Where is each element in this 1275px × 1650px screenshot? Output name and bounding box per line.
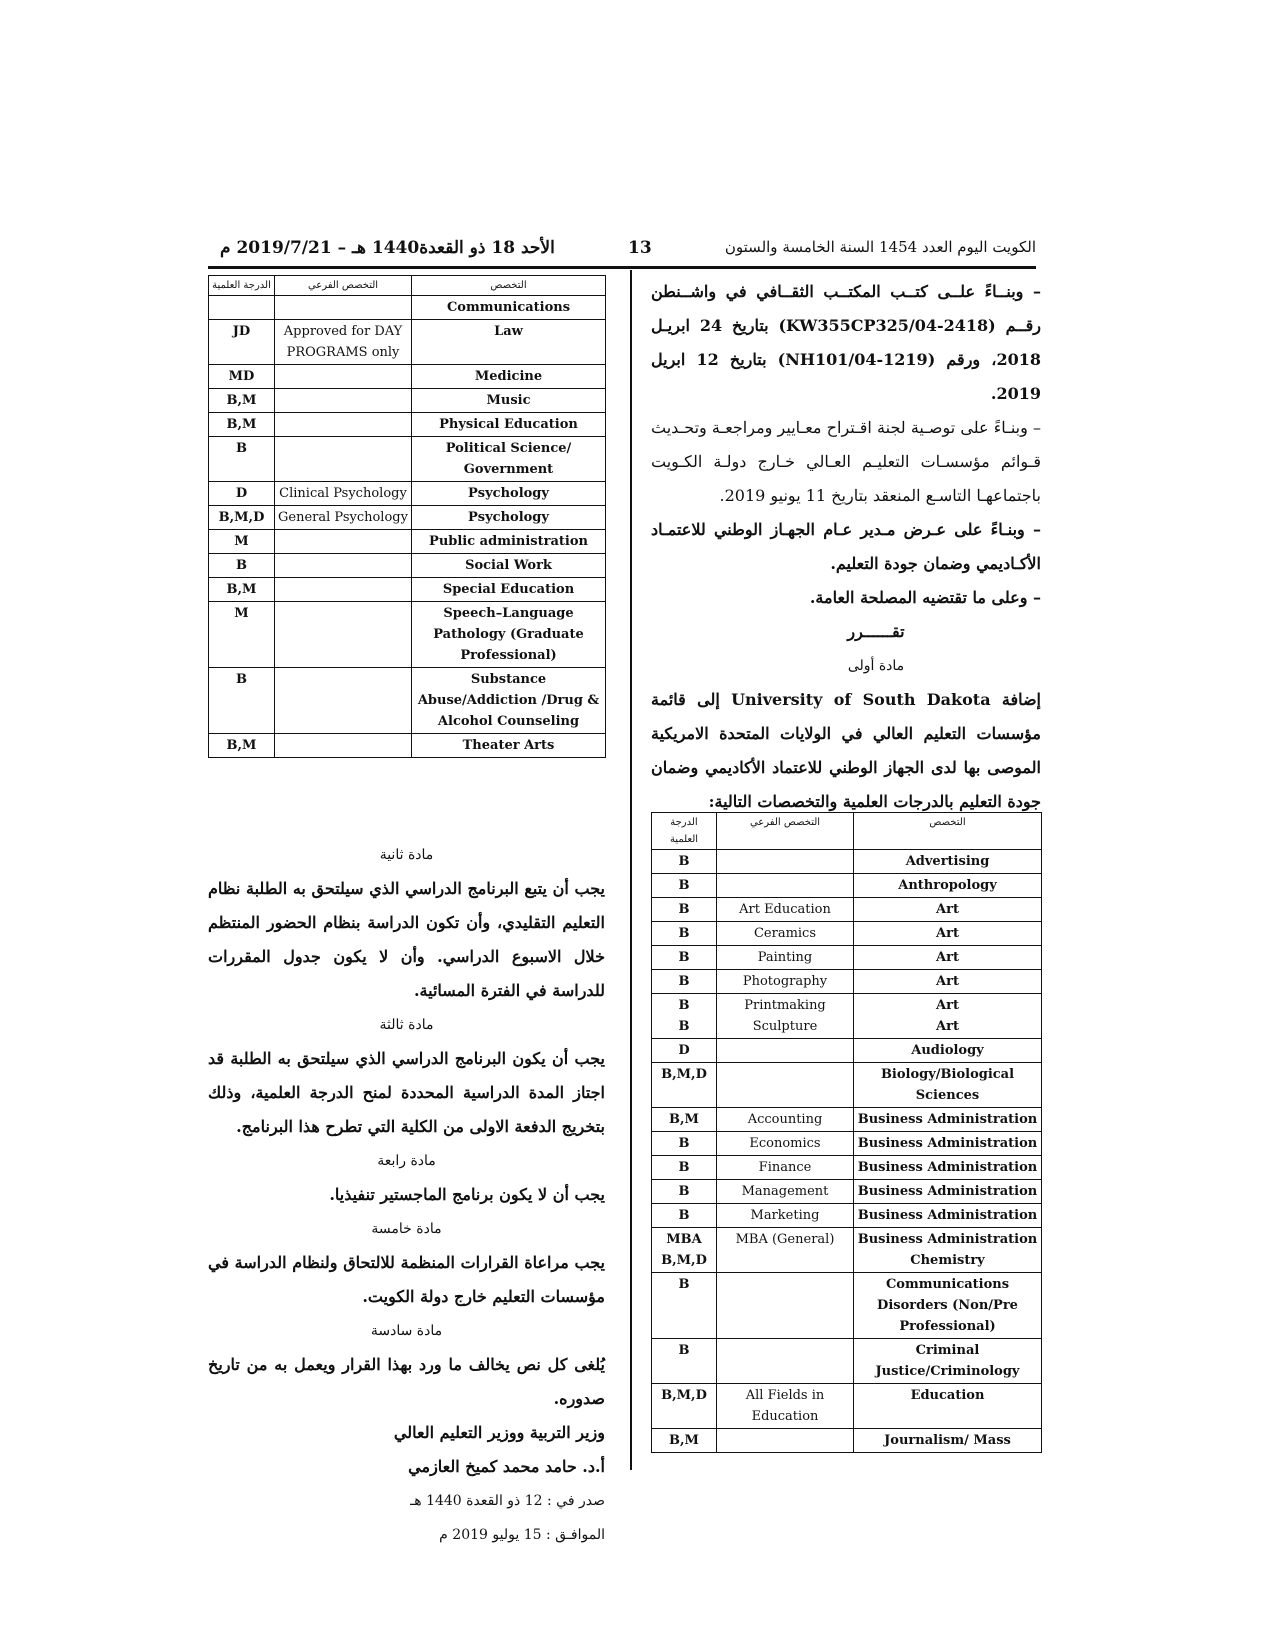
col-degree: الدرجة العلمية bbox=[209, 276, 275, 296]
table-header-row bbox=[652, 813, 1042, 850]
subfield-cell bbox=[717, 1063, 854, 1108]
subfield-cell: Management bbox=[717, 1180, 854, 1204]
subfield-cell: MBA (General) bbox=[717, 1228, 854, 1273]
subfield-cell bbox=[717, 1339, 854, 1384]
subfield-cell: Photography bbox=[717, 970, 854, 994]
subfield-cell bbox=[275, 668, 412, 734]
major-cell: Business Administration bbox=[854, 1180, 1042, 1204]
table-row bbox=[209, 554, 606, 578]
article-2-body: يجب أن يتبع البرنامج الدراسي الذي سيلتحق به الطلبة نظام التعليم التقليدي، وأن تكون الدراسة بنظام الحضور المنتظم خلال الاسبوع الدراسي. وأن لا يكون جدول المقررات للدراسة في الفترة المسائية. bbox=[208, 879, 605, 1000]
header-rule bbox=[208, 266, 1036, 269]
major-cell: Art Art bbox=[854, 994, 1042, 1039]
article-3-body: يجب أن يكون البرنامج الدراسي الذي سيلتحق به الطلبة قد اجتاز المدة الدراسية المحددة لمنح الدرجة العلمية، وذلك بتخريج الدفعة الاولى من الكلية التي تطرح هذا البرنامج. bbox=[208, 1049, 605, 1136]
degree-cell: D bbox=[209, 482, 275, 506]
subfield-cell bbox=[275, 602, 412, 668]
subfield-cell bbox=[275, 578, 412, 602]
left-text bbox=[208, 838, 605, 1552]
table-row bbox=[652, 1180, 1042, 1204]
table-row bbox=[209, 578, 606, 602]
degree-cell: B,M bbox=[209, 413, 275, 437]
degree-cell: B bbox=[209, 437, 275, 482]
table-row bbox=[209, 734, 606, 758]
major-cell: Music bbox=[412, 389, 606, 413]
major-cell: Biology/Biological Sciences bbox=[854, 1063, 1042, 1108]
corresponding-date: الموافـق : 15 يوليو 2019 م bbox=[439, 1527, 605, 1543]
subfield-cell: Clinical Psychology bbox=[275, 482, 412, 506]
subfield-cell bbox=[717, 1273, 854, 1339]
major-cell: Business Administration bbox=[854, 1132, 1042, 1156]
degree-cell: B bbox=[652, 1156, 717, 1180]
subfield-cell: Marketing bbox=[717, 1204, 854, 1228]
major-cell: Substance Abuse/Addiction /Drug & Alcohol Counseling bbox=[412, 668, 606, 734]
major-cell: Psychology bbox=[412, 482, 606, 506]
table-row bbox=[209, 389, 606, 413]
article-5-title: مادة خامسة bbox=[371, 1221, 442, 1237]
preamble-4: – وعلى ما تقتضيه المصلحة العامة. bbox=[809, 588, 1041, 607]
subfield-cell bbox=[275, 296, 412, 320]
major-cell: Advertising bbox=[854, 850, 1042, 874]
table-row bbox=[209, 530, 606, 554]
subfield-cell: Printmaking Sculpture bbox=[717, 994, 854, 1039]
table-row bbox=[209, 320, 606, 365]
table-row bbox=[209, 413, 606, 437]
page-number: 13 bbox=[628, 238, 652, 258]
table-row bbox=[652, 1039, 1042, 1063]
table-row bbox=[652, 1228, 1042, 1273]
degree-cell: B bbox=[652, 1339, 717, 1384]
degree-cell: B B bbox=[652, 994, 717, 1039]
subfield-cell: Painting bbox=[717, 946, 854, 970]
major-cell: Social Work bbox=[412, 554, 606, 578]
subfield-cell bbox=[717, 850, 854, 874]
degree-cell: B,M,D bbox=[652, 1384, 717, 1429]
degree-cell: B bbox=[652, 1180, 717, 1204]
subfield-cell: Finance bbox=[717, 1156, 854, 1180]
article-4-body: يجب أن لا يكون برنامج الماجستير تنفيذيا. bbox=[329, 1185, 605, 1204]
subfield-cell bbox=[275, 734, 412, 758]
degree-cell: B bbox=[652, 970, 717, 994]
subfield-cell: Art Education bbox=[717, 898, 854, 922]
table-row bbox=[652, 1384, 1042, 1429]
table-row bbox=[209, 668, 606, 734]
degree-cell bbox=[209, 296, 275, 320]
major-cell: Art bbox=[854, 922, 1042, 946]
major-cell: Education bbox=[854, 1384, 1042, 1429]
major-cell: Business Administration bbox=[854, 1108, 1042, 1132]
degree-cell: M bbox=[209, 602, 275, 668]
article-1-body: إضافة University of South Dakota إلى قائمة مؤسسات التعليم العالي في الولايات المتحدة الامريكية الموصى بها لدى الجهاز الوطني للاعتماد الأكاديمي وضمان جودة التعليم بالدرجات العلمية والتخصصات التالية: bbox=[651, 690, 1042, 811]
subfield-cell bbox=[717, 1039, 854, 1063]
subfield-cell: Economics bbox=[717, 1132, 854, 1156]
column-rule bbox=[630, 270, 632, 1470]
subfield-cell: Ceramics bbox=[717, 922, 854, 946]
degree-cell: B,M bbox=[652, 1108, 717, 1132]
article-6-title: مادة سادسة bbox=[370, 1323, 443, 1339]
table-row bbox=[652, 946, 1042, 970]
major-cell: Communications Disorders (Non/Pre Professional) bbox=[854, 1273, 1042, 1339]
major-cell: Special Education bbox=[412, 578, 606, 602]
table-row bbox=[209, 482, 606, 506]
degree-cell: B,M,D bbox=[209, 506, 275, 530]
table-row bbox=[652, 850, 1042, 874]
degree-cell: B bbox=[652, 1273, 717, 1339]
table-row bbox=[652, 1156, 1042, 1180]
left-table bbox=[208, 275, 606, 758]
table-row bbox=[209, 437, 606, 482]
page-header bbox=[208, 238, 1036, 262]
minister-name: أ.د. حامد محمد كميخ العازمي bbox=[408, 1457, 605, 1476]
table-row bbox=[652, 1429, 1042, 1453]
degree-cell: B bbox=[209, 668, 275, 734]
degree-cell: B bbox=[652, 850, 717, 874]
right-table bbox=[651, 812, 1042, 1453]
degree-cell: B,M bbox=[209, 578, 275, 602]
subfield-cell bbox=[275, 554, 412, 578]
preamble-1: – وبنــاءً علــى كتــب المكتــب الثقــافي في واشــنطن رقــم (KW355CP325/04-2418) بتاريخ 24 ابريـل 2018، ورقم (NH101/04-1219) بتاريخ 12 ابريل 2019. bbox=[651, 282, 1042, 403]
subfield-cell bbox=[275, 437, 412, 482]
major-cell: Communications bbox=[412, 296, 606, 320]
degree-cell: M bbox=[209, 530, 275, 554]
subfield-cell bbox=[275, 389, 412, 413]
degree-cell: B,M,D bbox=[652, 1063, 717, 1108]
col-degree: الدرجة العلمية bbox=[652, 813, 717, 850]
table-row bbox=[209, 506, 606, 530]
degree-cell: JD bbox=[209, 320, 275, 365]
degree-cell: B,M bbox=[209, 389, 275, 413]
header-issue: الكويت اليوم العدد 1454 السنة الخامسة والستون bbox=[724, 238, 1036, 256]
degree-cell: B bbox=[652, 898, 717, 922]
table-row bbox=[209, 296, 606, 320]
subfield-cell: Accounting bbox=[717, 1108, 854, 1132]
major-cell: Journalism/ Mass bbox=[854, 1429, 1042, 1453]
minister-title: وزير التربية ووزير التعليم العالي bbox=[393, 1423, 605, 1442]
degree-cell: B bbox=[652, 1204, 717, 1228]
table-row bbox=[652, 1204, 1042, 1228]
table-row bbox=[652, 1108, 1042, 1132]
major-cell: Business Administration bbox=[854, 1204, 1042, 1228]
degree-cell: B,M bbox=[652, 1429, 717, 1453]
table-row bbox=[652, 994, 1042, 1039]
article-2-title: مادة ثانية bbox=[379, 847, 434, 863]
major-cell: Political Science/ Government bbox=[412, 437, 606, 482]
degree-cell: B bbox=[652, 946, 717, 970]
major-cell: Criminal Justice/Criminology bbox=[854, 1339, 1042, 1384]
degree-cell: B bbox=[652, 874, 717, 898]
major-cell: Physical Education bbox=[412, 413, 606, 437]
table-row bbox=[652, 970, 1042, 994]
article-3-title: مادة ثالثة bbox=[379, 1017, 434, 1033]
table-row bbox=[652, 874, 1042, 898]
major-cell: Art bbox=[854, 946, 1042, 970]
table-row bbox=[209, 602, 606, 668]
col-major: التخصص bbox=[412, 276, 606, 296]
table-row bbox=[652, 1063, 1042, 1108]
major-cell: Business Administration Chemistry bbox=[854, 1228, 1042, 1273]
table-row bbox=[652, 1132, 1042, 1156]
major-cell: Audiology bbox=[854, 1039, 1042, 1063]
decides-heading: تقــــــرر bbox=[847, 622, 905, 641]
col-subfield: التخصص الفرعي bbox=[717, 813, 854, 850]
subfield-cell: Approved for DAY PROGRAMS only bbox=[275, 320, 412, 365]
article-4-title: مادة رابعة bbox=[377, 1153, 436, 1169]
degree-cell: MD bbox=[209, 365, 275, 389]
issued-date: صدر في : 12 ذو القعدة 1440 هـ bbox=[410, 1493, 605, 1509]
major-cell: Art bbox=[854, 970, 1042, 994]
degree-cell: B bbox=[652, 1132, 717, 1156]
major-cell: Public administration bbox=[412, 530, 606, 554]
subfield-cell bbox=[717, 874, 854, 898]
col-major: التخصص bbox=[854, 813, 1042, 850]
major-cell: Anthropology bbox=[854, 874, 1042, 898]
subfield-cell bbox=[275, 530, 412, 554]
table-row bbox=[209, 365, 606, 389]
degree-cell: B bbox=[652, 922, 717, 946]
major-cell: Art bbox=[854, 898, 1042, 922]
article-6-body: يُلغى كل نص يخالف ما ورد بهذا القرار ويعمل به من تاريخ صدوره. bbox=[208, 1355, 605, 1408]
table-header-row bbox=[209, 276, 606, 296]
subfield-cell bbox=[717, 1429, 854, 1453]
major-cell: Theater Arts bbox=[412, 734, 606, 758]
table-row bbox=[652, 1339, 1042, 1384]
preamble-2: – وبنـاءً على توصـية لجنة اقـتراح معـايير ومراجعـة وتحـديث قـوائم مؤسسـات التعليـم العـالي خـارج دولـة الكـويت باجتماعهـا التاسـع المنعقد بتاريخ 11 يونيو 2019. bbox=[651, 418, 1041, 505]
article-1-title: مادة أولى bbox=[847, 658, 905, 674]
right-text bbox=[651, 275, 1041, 819]
major-cell: Medicine bbox=[412, 365, 606, 389]
degree-cell: B,M bbox=[209, 734, 275, 758]
degree-cell: D bbox=[652, 1039, 717, 1063]
table-row bbox=[652, 898, 1042, 922]
preamble-3: – وبنـاءً على عـرض مـدير عـام الجهـاز الوطني للاعتمـاد الأكـاديمي وضمان جودة التعليم. bbox=[651, 520, 1041, 573]
table-row bbox=[652, 922, 1042, 946]
header-date: الأحد 18 ذو القعدة1440 هـ – 2019/7/21 م bbox=[220, 238, 555, 258]
subfield-cell bbox=[275, 413, 412, 437]
major-cell: Speech–Language Pathology (Graduate Professional) bbox=[412, 602, 606, 668]
major-cell: Business Administration bbox=[854, 1156, 1042, 1180]
subfield-cell: General Psychology bbox=[275, 506, 412, 530]
table-row bbox=[652, 1273, 1042, 1339]
subfield-cell: All Fields in Education bbox=[717, 1384, 854, 1429]
col-subfield: التخصص الفرعي bbox=[275, 276, 412, 296]
major-cell: Law bbox=[412, 320, 606, 365]
major-cell: Psychology bbox=[412, 506, 606, 530]
degree-cell: B bbox=[209, 554, 275, 578]
degree-cell: MBA B,M,D bbox=[652, 1228, 717, 1273]
article-5-body: يجب مراعاة القرارات المنظمة للالتحاق ولنظام الدراسة في مؤسسات التعليم خارج دولة الكويت. bbox=[208, 1253, 605, 1306]
subfield-cell bbox=[275, 365, 412, 389]
